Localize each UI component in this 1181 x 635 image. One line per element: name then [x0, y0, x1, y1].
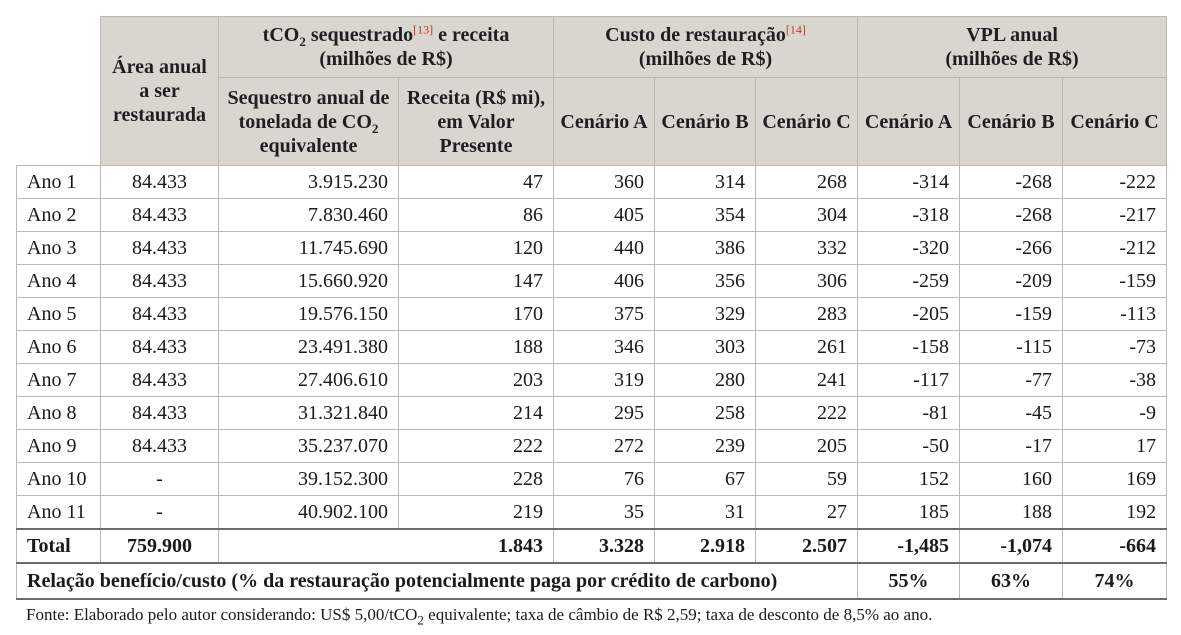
total-area: 759.900 — [101, 529, 219, 563]
sequestro-cell: 40.902.100 — [219, 496, 399, 530]
custo-group-unit: (milhões de R$) — [638, 48, 773, 70]
sequestro-cell: 19.576.150 — [219, 298, 399, 331]
receita-cell: 219 — [399, 496, 554, 530]
ref-13-link[interactable]: [13] — [413, 22, 434, 37]
vpl-a-cell: -50 — [858, 430, 960, 463]
custo-cenario-b-header — [655, 78, 756, 166]
vpl-cenario-c-header — [1063, 78, 1167, 166]
vpl-c-cell: -222 — [1063, 166, 1167, 199]
receita-cell: 222 — [399, 430, 554, 463]
vpl-cenario-a-header — [858, 78, 960, 166]
custo-b-cell: 329 — [655, 298, 756, 331]
custo-b-cell: 314 — [655, 166, 756, 199]
total-receita: 1.843 — [219, 529, 554, 563]
sequestro-cell: 15.660.920 — [219, 265, 399, 298]
area-header — [101, 17, 219, 166]
row-label: Ano 3 — [17, 232, 101, 265]
receita-cell: 86 — [399, 199, 554, 232]
table-row — [17, 496, 1167, 530]
custo-c-cell: 27 — [756, 496, 858, 530]
area-cell: 84.433 — [101, 331, 219, 364]
relacao-value-a: 55% — [858, 563, 960, 599]
custo-c-cell: 304 — [756, 199, 858, 232]
custo-c-cell: 222 — [756, 397, 858, 430]
custo-b-cell: 67 — [655, 463, 756, 496]
corner-blank — [17, 17, 101, 166]
total-vpl-c: -664 — [1063, 529, 1167, 563]
vpl-a-cell: -158 — [858, 331, 960, 364]
row-label: Ano 7 — [17, 364, 101, 397]
total-vpl-a: -1,485 — [858, 529, 960, 563]
table-row — [17, 364, 1167, 397]
receita-cell: 228 — [399, 463, 554, 496]
area-cell: 84.433 — [101, 364, 219, 397]
vpl-group-unit: (milhões de R$) — [945, 48, 1079, 70]
restoration-table — [16, 16, 1167, 600]
vpl-b-cell: -268 — [960, 199, 1063, 232]
area-header-text: Área anual a ser restaurada — [112, 56, 207, 126]
vpl-b-cell: -266 — [960, 232, 1063, 265]
vpl-c-cell: 169 — [1063, 463, 1167, 496]
table-row — [17, 166, 1167, 199]
area-cell: 84.433 — [101, 430, 219, 463]
ref-14-link[interactable]: [14] — [785, 22, 806, 37]
area-cell: 84.433 — [101, 265, 219, 298]
sequestro-cell: 3.915.230 — [219, 166, 399, 199]
custo-a-cell: 406 — [554, 265, 655, 298]
total-custo-b: 2.918 — [655, 529, 756, 563]
total-custo-c: 2.507 — [756, 529, 858, 563]
seq-group-unit: (milhões de R$) — [319, 48, 453, 70]
vpl-cenario-b-header — [960, 78, 1063, 166]
sequestro-col-header — [219, 78, 399, 166]
receita-cell: 47 — [399, 166, 554, 199]
seq-col-text-b: equivalente — [259, 134, 358, 157]
vpl-b-cell: -268 — [960, 166, 1063, 199]
receita-cell: 188 — [399, 331, 554, 364]
sequestro-cell: 31.321.840 — [219, 397, 399, 430]
relacao-value-c: 74% — [1063, 563, 1167, 599]
area-cell: 84.433 — [101, 397, 219, 430]
vpl-cenario-a-text: Cenário A — [864, 110, 953, 133]
sequestro-cell: 7.830.460 — [219, 199, 399, 232]
vpl-a-cell: -318 — [858, 199, 960, 232]
relacao-value-b: 63% — [960, 563, 1063, 599]
table-row — [17, 232, 1167, 265]
vpl-c-cell: -217 — [1063, 199, 1167, 232]
custo-a-cell: 346 — [554, 331, 655, 364]
vpl-c-cell: -159 — [1063, 265, 1167, 298]
table-container — [16, 16, 1166, 626]
custo-cenario-c-header — [756, 78, 858, 166]
custo-cenario-a-text: Cenário A — [560, 110, 648, 133]
table-row — [17, 298, 1167, 331]
area-cell: 84.433 — [101, 166, 219, 199]
receita-cell: 203 — [399, 364, 554, 397]
table-row — [17, 331, 1167, 364]
vpl-a-cell: -205 — [858, 298, 960, 331]
custo-c-cell: 306 — [756, 265, 858, 298]
table-row — [17, 265, 1167, 298]
custo-a-cell: 375 — [554, 298, 655, 331]
row-label: Ano 2 — [17, 199, 101, 232]
custo-c-cell: 205 — [756, 430, 858, 463]
custo-b-cell: 258 — [655, 397, 756, 430]
area-cell: 84.433 — [101, 298, 219, 331]
row-label: Ano 4 — [17, 265, 101, 298]
total-label: Total — [17, 529, 101, 563]
custo-a-cell: 295 — [554, 397, 655, 430]
custo-b-cell: 303 — [655, 331, 756, 364]
custo-b-cell: 354 — [655, 199, 756, 232]
custo-c-cell: 283 — [756, 298, 858, 331]
row-label: Ano 10 — [17, 463, 101, 496]
row-label: Ano 1 — [17, 166, 101, 199]
sequestro-group-header — [219, 17, 554, 78]
custo-a-cell: 440 — [554, 232, 655, 265]
sequestro-cell: 11.745.690 — [219, 232, 399, 265]
custo-cenario-b-text: Cenário B — [661, 110, 749, 133]
custo-b-cell: 239 — [655, 430, 756, 463]
row-label: Ano 8 — [17, 397, 101, 430]
source-note-sub: 2 — [417, 612, 424, 628]
custo-c-cell: 59 — [756, 463, 858, 496]
vpl-a-cell: -259 — [858, 265, 960, 298]
vpl-a-cell: -117 — [858, 364, 960, 397]
area-cell: - — [101, 463, 219, 496]
area-cell: 84.433 — [101, 199, 219, 232]
custo-a-cell: 319 — [554, 364, 655, 397]
sequestro-cell: 23.491.380 — [219, 331, 399, 364]
receita-cell: 147 — [399, 265, 554, 298]
total-custo-a: 3.328 — [554, 529, 655, 563]
custo-b-cell: 356 — [655, 265, 756, 298]
custo-b-cell: 386 — [655, 232, 756, 265]
custo-group-header — [554, 17, 858, 78]
table-row — [17, 397, 1167, 430]
receita-cell: 214 — [399, 397, 554, 430]
relacao-row — [17, 563, 1167, 599]
custo-a-cell: 360 — [554, 166, 655, 199]
relacao-label: Relação benefício/custo (% da restauração potencialmente paga por crédito de carbono) — [17, 563, 858, 599]
table-row — [17, 463, 1167, 496]
vpl-c-cell: -212 — [1063, 232, 1167, 265]
vpl-b-cell: 188 — [960, 496, 1063, 530]
vpl-a-cell: -314 — [858, 166, 960, 199]
source-note-text-a: Fonte: Elaborado pelo autor considerando: US$ 5,00/tCO — [26, 605, 418, 624]
table-row — [17, 430, 1167, 463]
receita-cell: 170 — [399, 298, 554, 331]
vpl-c-cell: 17 — [1063, 430, 1167, 463]
custo-c-cell: 261 — [756, 331, 858, 364]
seq-col-text-a: Sequestro anual de tonelada de CO — [227, 86, 390, 133]
vpl-b-cell: 160 — [960, 463, 1063, 496]
vpl-b-cell: -209 — [960, 265, 1063, 298]
vpl-c-cell: -113 — [1063, 298, 1167, 331]
seq-group-sub: 2 — [299, 34, 306, 49]
row-label: Ano 5 — [17, 298, 101, 331]
vpl-cenario-b-text: Cenário B — [967, 110, 1055, 133]
vpl-b-cell: -45 — [960, 397, 1063, 430]
vpl-c-cell: -9 — [1063, 397, 1167, 430]
row-label: Ano 6 — [17, 331, 101, 364]
area-cell: - — [101, 496, 219, 530]
vpl-c-cell: -73 — [1063, 331, 1167, 364]
vpl-c-cell: 192 — [1063, 496, 1167, 530]
vpl-b-cell: -159 — [960, 298, 1063, 331]
vpl-b-cell: -115 — [960, 331, 1063, 364]
custo-b-cell: 280 — [655, 364, 756, 397]
custo-a-cell: 405 — [554, 199, 655, 232]
custo-b-cell: 31 — [655, 496, 756, 530]
custo-a-cell: 76 — [554, 463, 655, 496]
area-cell: 84.433 — [101, 232, 219, 265]
custo-group-text: Custo de restauração — [605, 24, 786, 46]
custo-c-cell: 332 — [756, 232, 858, 265]
row-label: Ano 9 — [17, 430, 101, 463]
seq-group-text-c: e receita — [433, 24, 510, 46]
custo-c-cell: 268 — [756, 166, 858, 199]
vpl-a-cell: -320 — [858, 232, 960, 265]
row-label: Ano 11 — [17, 496, 101, 530]
total-row — [17, 529, 1167, 563]
receita-col-header — [399, 78, 554, 166]
sequestro-cell: 35.237.070 — [219, 430, 399, 463]
seq-group-text-b: sequestrado — [305, 24, 414, 46]
custo-c-cell: 241 — [756, 364, 858, 397]
vpl-a-cell: 152 — [858, 463, 960, 496]
seq-group-text-a: tCO — [262, 24, 300, 46]
vpl-a-cell: 185 — [858, 496, 960, 530]
custo-cenario-c-text: Cenário C — [762, 110, 851, 133]
vpl-a-cell: -81 — [858, 397, 960, 430]
vpl-b-cell: -77 — [960, 364, 1063, 397]
sequestro-cell: 27.406.610 — [219, 364, 399, 397]
table-row — [17, 199, 1167, 232]
vpl-c-cell: -38 — [1063, 364, 1167, 397]
custo-a-cell: 272 — [554, 430, 655, 463]
receita-col-text: Receita (R$ mi), em Valor Presente — [406, 86, 546, 157]
custo-a-cell: 35 — [554, 496, 655, 530]
source-note — [16, 604, 1166, 626]
vpl-group-header — [858, 17, 1167, 78]
vpl-cenario-c-text: Cenário C — [1070, 110, 1159, 133]
vpl-group-text: VPL anual — [966, 24, 1058, 46]
custo-cenario-a-header — [554, 78, 655, 166]
sequestro-cell: 39.152.300 — [219, 463, 399, 496]
seq-col-sub: 2 — [371, 120, 379, 136]
total-vpl-b: -1,074 — [960, 529, 1063, 563]
source-note-text-b: equivalente; taxa de câmbio de R$ 2,59; taxa de desconto de 8,5% ao ano. — [423, 605, 933, 624]
receita-cell: 120 — [399, 232, 554, 265]
vpl-b-cell: -17 — [960, 430, 1063, 463]
